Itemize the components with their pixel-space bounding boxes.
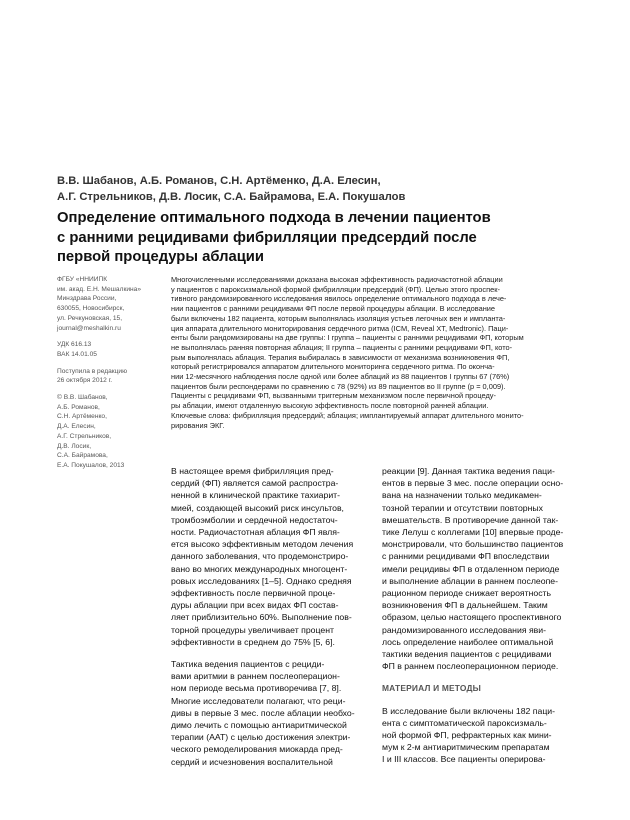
body-line: вмешательств. В противоречие данной так- [382, 514, 559, 525]
udc-code: УДК 616.13 [57, 341, 92, 349]
copyright-line: Д.В. Лосик, [57, 442, 92, 450]
body-line: вана на назначении только медикамен- [382, 490, 542, 501]
body-line: данного заболевания, что продемонстриро- [171, 551, 349, 562]
affiliation-line: 630055, Новосибирск, [57, 305, 125, 313]
paragraph [171, 658, 371, 768]
copyright-block [57, 393, 162, 471]
body-line: ненной в клинической практике тахиарит- [171, 490, 341, 501]
affiliation-line: ул. Речкуновская, 15, [57, 314, 123, 322]
body-line: монстрировали, что большинство пациентов [382, 539, 564, 550]
paragraph [382, 465, 582, 672]
abstract-line: Пациенты с рецидивами ФП, вызванными триггерным механизмом после первичной процеду- [171, 391, 496, 401]
body-line: рационном периоде снижает вероятность [382, 588, 552, 599]
title-line: с ранними рецидивами фибрилляции предсердий после [57, 229, 477, 246]
abstract [171, 275, 576, 430]
body-column-left [171, 465, 371, 768]
abstract-line: ция аппарата длительного мониторирования сердечного ритма (ICM, Reveal XT, Medtronic). Паци- [171, 323, 509, 333]
abstract-line: ры аблации, имеют отдаленную высокую эффективность после повторной ранней аблации. [171, 401, 489, 411]
body-line: вано во многих международных многоцент- [171, 563, 348, 574]
keywords-line: рирования ЭКГ. [171, 420, 225, 430]
body-line: ческого ремоделирования миокарда пред- [171, 744, 343, 755]
abstract-line: пациентов были респондерами по сравнению с 78 (92%) из 89 пациентов во II группе (p = 0,009). [171, 381, 506, 391]
body-line: возникновения ФП в дальнейшем. Таким [382, 600, 548, 611]
body-line: терапии (ААТ) с целью достижения электри- [171, 732, 351, 743]
body-line: тозной терапии и отсутствии повторных [382, 502, 543, 513]
body-line: ется высоко эффективным методом лечения [171, 539, 354, 550]
abstract-line: Многочисленными исследованиями доказана высокая эффективность радиочастотной аблации [171, 275, 503, 284]
body-line: реакции [9]. Данная тактика ведения паци- [382, 466, 555, 476]
received-line: 26 октября 2012 г. [57, 377, 113, 385]
copyright-line: © В.В. Шабанов, [57, 394, 108, 402]
affiliation-line: им. акад. Е.Н. Мешалкина» [57, 285, 141, 293]
keywords-line: Ключевые слова: фибрилляция предсердий; аблация; имплантируемый аппарат длительного монито- [171, 410, 524, 420]
abstract-line: у пациентов с пароксизмальной формой фибрилляции предсердий (ФП). Целью этого проспек- [171, 284, 500, 294]
body-line: ровых исследованиях [1–5]. Однако средняя [171, 575, 352, 586]
body-line: сердий и исчезновения воспалительной [171, 756, 333, 767]
affiliation-email: journal@meshalkin.ru [57, 324, 121, 332]
body-line: ности. Радиочастотная аблация ФП явля- [171, 527, 340, 538]
received-date [57, 367, 162, 386]
article-authors [57, 173, 577, 205]
body-line: дивы в первые 3 мес. после аблации необхо- [171, 707, 355, 718]
paragraph [171, 465, 371, 648]
body-line: и выполнение аблации в раннем послеопе- [382, 575, 559, 586]
copyright-line: Д.А. Елесин, [57, 423, 96, 431]
body-line: ентов в первые 3 мес. после операции осно- [382, 478, 564, 489]
sidebar-metadata [57, 275, 162, 471]
abstract-line: рым выполнялась аблация. Терапия выбиралась в зависимости от механизма возникновения ФП, [171, 352, 510, 362]
body-line: ента с симптоматической пароксизмаль- [382, 717, 547, 728]
body-line: рандомизированного исследования яви- [382, 624, 547, 635]
body-line: тромбоэмболии и сердечной недостаточ- [171, 514, 338, 525]
abstract-line: не выполнялась ранняя повторная аблация; II группа – пациенты с ранними рецидивами ФП, кото- [171, 342, 513, 352]
body-line: вами аритмии в раннем послеоперацион- [171, 671, 340, 682]
body-line: ном периоде весьма противоречива [7, 8]. [171, 683, 342, 694]
authors-line: В.В. Шабанов, А.Б. Романов, С.Н. Артёменко, Д.А. Елесин, [57, 175, 381, 187]
section-heading: МАТЕРИАЛ И МЕТОДЫ [382, 683, 482, 694]
copyright-line: С.Н. Артёменко, [57, 413, 107, 421]
body-line: В исследование были включены 182 паци- [382, 705, 556, 716]
abstract-line: были включены 182 пациента, которым выполнялась изоляция устьев легочных вен и импланта- [171, 313, 506, 323]
abstract-line: тивного рандомизированного исследования явилось определение оптимального подхода в лече- [171, 294, 507, 304]
copyright-line: С.А. Байрамова, [57, 452, 108, 460]
affiliation-line: ФГБУ «ННИИПК [57, 276, 108, 283]
title-line: первой процедуры аблации [57, 249, 265, 265]
body-line: эффективность после первичной проце- [171, 588, 336, 599]
article-title [57, 209, 577, 268]
affiliation-block [57, 275, 162, 333]
body-line: лось определение наиболее оптимальной [382, 636, 554, 647]
vak-code: ВАК 14.01.05 [57, 350, 97, 358]
copyright-line: А.Б. Романов, [57, 403, 100, 411]
body-line: ляет приблизительно 60%. Выполнение пов- [171, 612, 352, 623]
abstract-line: енты были рандомизированы на две группы: I группа – пациенты с ранними рецидивами ФП, которым [171, 333, 524, 343]
body-column-right [382, 465, 582, 766]
body-line: ной формой ФП, рефрактерных как мини- [382, 730, 552, 741]
body-line: мией, создающей высокий риск инсультов, [171, 502, 344, 513]
body-line: I и III классов. Все пациенты оперирова- [382, 754, 546, 765]
body-line: ФП в раннем послеоперационном периоде. [382, 661, 559, 672]
paragraph [382, 705, 582, 766]
body-line: торной процедуры увеличивает процент [171, 624, 334, 635]
authors-line: А.Г. Стрельников, Д.В. Лосик, С.А. Байрамова, Е.А. Покушалов [57, 191, 406, 203]
abstract-line: который регистрировался аппаратом длительного мониторинга сердечного ритма. По оконча- [171, 362, 495, 372]
copyright-line: А.Г. Стрельников, [57, 432, 112, 440]
body-line: мум к 2-м антиаритмическим препаратам [382, 742, 550, 753]
body-line: димо лечить с помощью антиаритмической [171, 720, 347, 731]
classification-codes [57, 340, 162, 359]
title-line: Определение оптимального подхода в лечении пациентов [57, 210, 491, 226]
body-line: имели рецидивы ФП в отдаленном периоде [382, 563, 560, 574]
abstract-line: нии пациентов с ранними рецидивами ФП после первой процедуры аблации. В исследование [171, 304, 496, 314]
body-line: эффективности в среднем до 75% [5, 6]. [171, 636, 335, 647]
body-line: тике Лелуш с коллегами [10] впервые проде- [382, 527, 564, 538]
body-line: дуры аблации при всех видах ФП состав- [171, 600, 339, 611]
body-line: Многие исследователи полагают, что реци- [171, 695, 346, 706]
received-line: Поступила в редакцию [57, 367, 128, 375]
body-line: сердий (ФП) является самой распростра- [171, 478, 339, 489]
body-line: В настоящее время фибрилляция пред- [171, 466, 334, 476]
body-line: Тактика ведения пациентов с рециди- [171, 659, 325, 670]
body-line: тактики ведения пациентов с рецидивами [382, 649, 552, 660]
abstract-line: нии 12-месячного наблюдения после одной или более аблаций из 88 пациентов I группы 67 (76%) [171, 372, 510, 382]
body-line: с ранними рецидивами ФП впоследствии [382, 551, 550, 562]
affiliation-line: Минздрава России, [57, 295, 117, 303]
body-line: образом, целью настоящего проспективного [382, 612, 562, 623]
copyright-line: Е.А. Покушалов, 2013 [57, 461, 125, 469]
